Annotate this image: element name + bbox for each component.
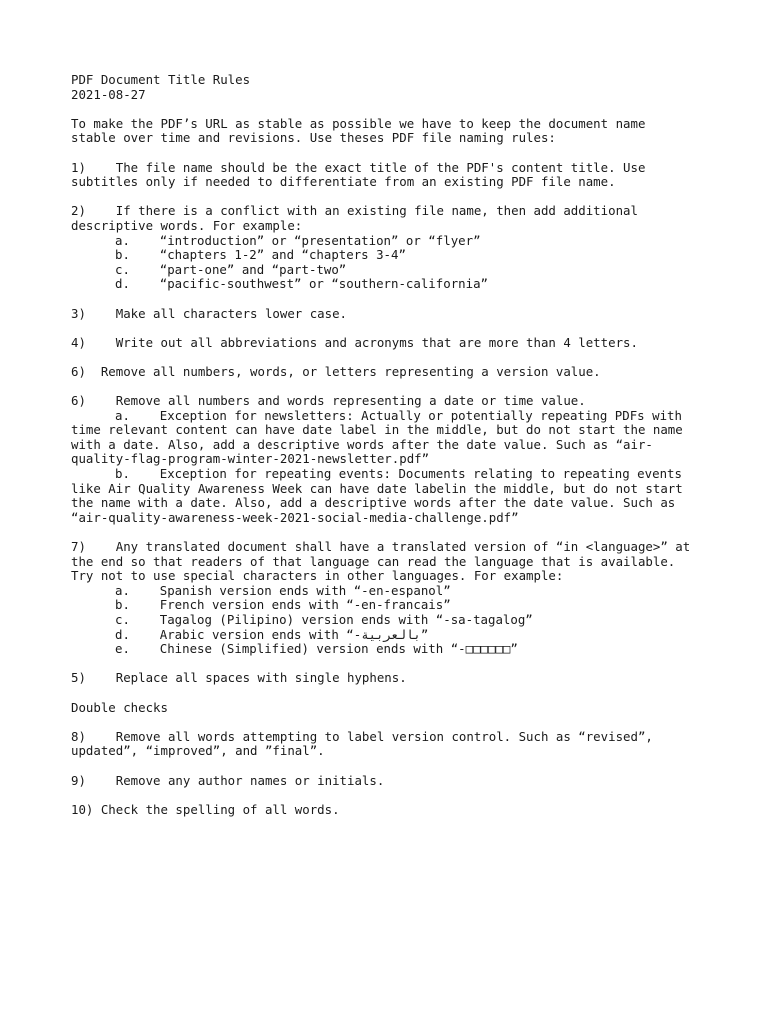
- rule-7-item: b. French version ends with “-en-francais”: [115, 597, 451, 613]
- spacer: [71, 292, 708, 307]
- rule-6-item-a-cont: quality-flag-program-winter-2021-newsletter.pdf”: [71, 451, 430, 467]
- rule-7-item: c. Tagalog (Pilipino) version ends with “-sa-tagalog”: [115, 611, 533, 627]
- spacer: [71, 525, 708, 540]
- rule-7-line: the end so that readers of that language can read the language that is available.: [71, 553, 676, 569]
- spacer: [71, 379, 708, 394]
- rule-6-date-line: 6) Remove all numbers and words representing a date or time value.: [71, 393, 586, 409]
- rule-9-line: 9) Remove any author names or initials.: [71, 772, 385, 788]
- double-checks-heading: Double checks: [71, 699, 168, 715]
- rule-6-item-a-cont: with a date. Also, add a descriptive words after the date value. Such as “air-: [71, 436, 653, 452]
- rule-7-line: Try not to use special characters in other languages. For example:: [71, 568, 564, 584]
- rule-2-line: descriptive words. For example:: [71, 217, 303, 233]
- rule-2-line: 2) If there is a conflict with an existing file name, then add additional: [71, 203, 638, 219]
- rule-6-version-line: 6) Remove all numbers, words, or letters representing a version value.: [71, 363, 601, 379]
- rule-6-item-b: b. Exception for repeating events: Documents relating to repeating events: [115, 466, 682, 482]
- rule-2-item: d. “pacific-southwest” or “southern-california”: [115, 276, 488, 292]
- rule-2-item: b. “chapters 1-2” and “chapters 3-4”: [115, 247, 406, 263]
- rule-3-line: 3) Make all characters lower case.: [71, 305, 348, 321]
- rule-7-line: 7) Any translated document shall have a translated version of “in <language>” at: [71, 539, 691, 554]
- intro-line: stable over time and revisions. Use theses PDF file naming rules:: [71, 130, 556, 146]
- rule-7-item: d. Arabic version ends with “-بالعربية”: [115, 626, 429, 642]
- rule-6-item-a-cont: time relevant content can have date label in the middle, but do not start the name: [71, 422, 683, 438]
- spacer: [71, 146, 708, 161]
- rule-6-item-a: a. Exception for newsletters: Actually or potentially repeating PDFs with: [115, 407, 682, 423]
- doc-title: PDF Document Title Rules: [71, 72, 251, 87]
- spacer: [71, 657, 708, 672]
- rule-7-item: a. Spanish version ends with “-en-espanol”: [115, 582, 451, 598]
- rule-8-line: updated”, “improved”, and ”final”.: [71, 743, 325, 759]
- spacer: [71, 190, 708, 205]
- spacer: [71, 788, 708, 803]
- rule-6-item-b-cont: the name with a date. Also, add a descriptive words after the date value. Such as: [71, 495, 676, 511]
- spacer: [71, 759, 708, 774]
- rule-6-item-b-cont: like Air Quality Awareness Week can have date labelin the middle, but do not start: [71, 480, 683, 496]
- rule-2-item: a. “introduction” or “presentation” or “flyer”: [115, 232, 481, 248]
- spacer: [71, 715, 708, 730]
- intro-line: To make the PDF’s URL as stable as possible we have to keep the document name: [71, 115, 646, 131]
- rule-10-line: 10) Check the spelling of all words.: [71, 801, 340, 817]
- doc-date: 2021-08-27: [71, 86, 146, 102]
- rule-5-line: 5) Replace all spaces with single hyphens.: [71, 670, 407, 686]
- rule-8-line: 8) Remove all words attempting to label version control. Such as “revised”,: [71, 728, 653, 744]
- rule-4-line: 4) Write out all abbreviations and acronyms that are more than 4 letters.: [71, 334, 638, 350]
- spacer: [71, 102, 708, 117]
- rule-1-line: subtitles only if needed to differentiate from an existing PDF file name.: [71, 174, 616, 190]
- rule-1-line: 1) The file name should be the exact title of the PDF's content title. Use: [71, 159, 646, 175]
- rule-7-item: e. Chinese (Simplified) version ends with “-□□□□□□”: [115, 641, 518, 657]
- spacer: [71, 350, 708, 365]
- rule-2-item: c. “part-one” and “part-two”: [115, 261, 347, 277]
- spacer: [71, 321, 708, 336]
- rule-6-item-b-cont: “air-quality-awareness-week-2021-social-media-challenge.pdf”: [71, 509, 519, 525]
- spacer: [71, 686, 708, 701]
